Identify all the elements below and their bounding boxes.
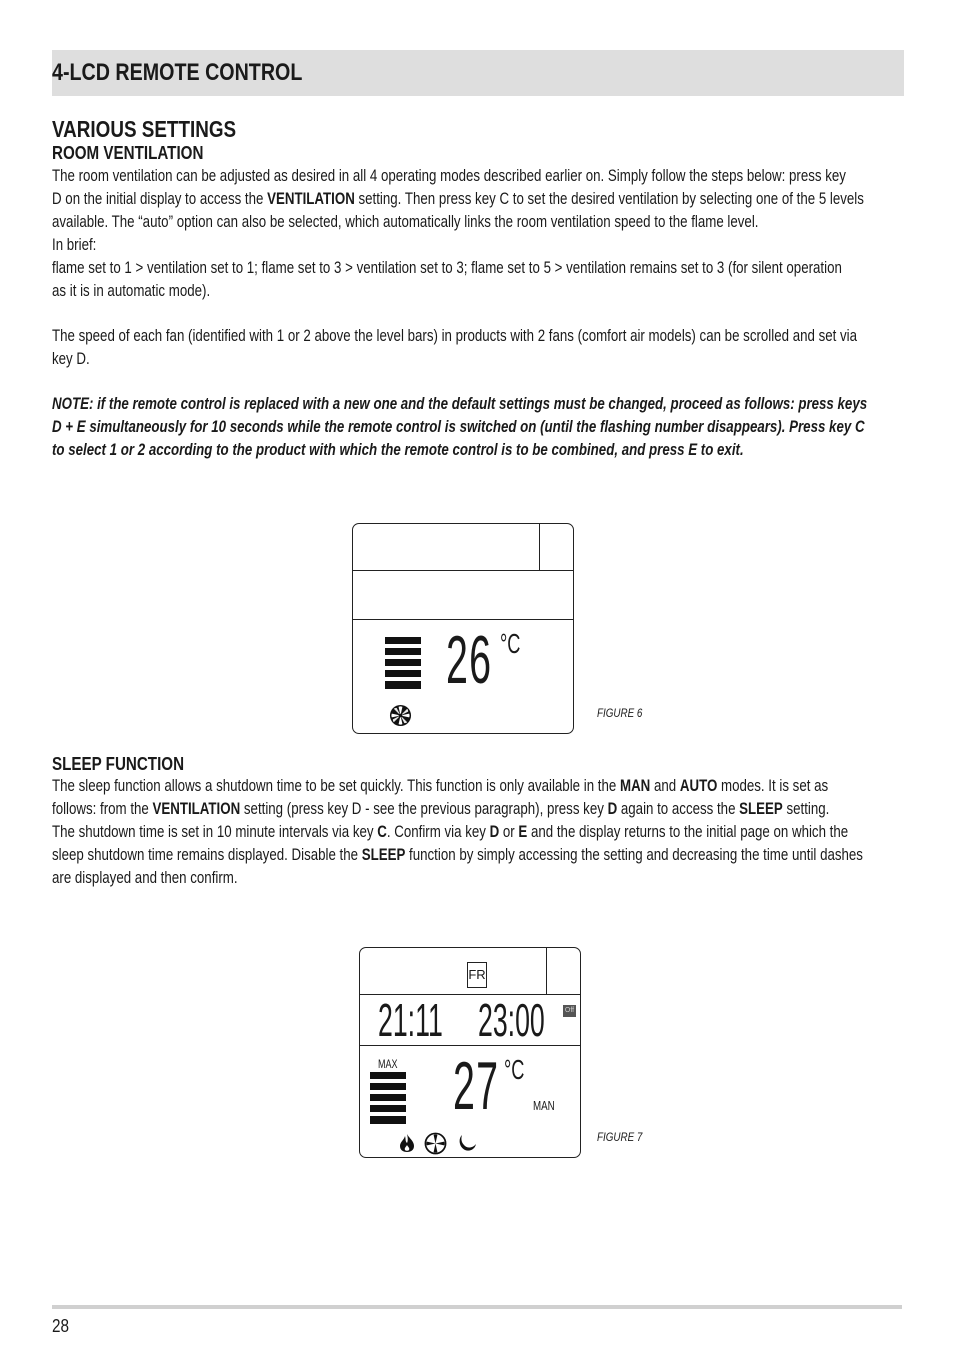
text-line: The speed of each fan (identified with 1 or 2 above the level bars) in products with 2 fans (comfort air models) can be scrolled and set via — [52, 327, 858, 345]
lcd-display-figure7 — [359, 947, 581, 1158]
level-bar — [370, 1072, 406, 1079]
text-line: flame set to 1 > ventilation set to 1; flame set to 3 > ventilation set to 3; flame set to 5 > ventilation remains set to 3 (for silent operation — [52, 259, 842, 277]
level-bar — [385, 670, 421, 677]
text-line: The shutdown time is set in 10 minute intervals via key C. Confirm via key D or E and the display returns to the initial page on which the — [52, 823, 849, 841]
level-bar — [385, 648, 421, 655]
lcd-divider — [539, 524, 540, 570]
lcd-divider — [353, 570, 573, 571]
lcd-display-figure6 — [352, 523, 574, 734]
temperature-unit: °C — [500, 628, 521, 659]
text-line: follows: from the VENTILATION setting (press key D - see the previous paragraph), press key D again to access the SLEEP setting. — [52, 800, 830, 818]
chapter-title: 4-LCD REMOTE CONTROL — [52, 59, 303, 86]
level-bar — [370, 1083, 406, 1090]
day-indicator: FR — [467, 962, 487, 988]
lcd-divider — [353, 619, 573, 620]
figure-caption: FIGURE 6 — [597, 706, 643, 720]
mode-label: MAN — [533, 1098, 555, 1113]
lcd-divider — [546, 948, 547, 994]
figure-caption: FIGURE 7 — [597, 1130, 643, 1144]
room-ventilation-text — [52, 165, 867, 462]
off-badge: Off — [563, 1005, 576, 1017]
fan-level-bars — [385, 637, 421, 691]
note-line: D + E simultaneously for 10 seconds while the remote control is switched on (until the flashing number disappears). Press key C — [52, 418, 865, 436]
page-number: 28 — [52, 1316, 70, 1336]
text-line: key D. — [52, 350, 90, 368]
text-line: D on the initial display to access the VENTILATION setting. Then press key C to set the desired ventilation by selecting one of the 5 levels — [52, 190, 864, 208]
note-line: NOTE: if the remote control is replaced with a new one and the default settings must be changed, proceed as follows: press keys — [52, 395, 868, 413]
temperature-value: 26 — [446, 622, 493, 698]
level-label: MAX — [378, 1057, 398, 1071]
level-bar — [370, 1094, 406, 1101]
level-bar — [370, 1116, 406, 1124]
moon-icon — [456, 1132, 478, 1154]
fan-level-bars — [370, 1072, 406, 1126]
text-line: The room ventilation can be adjusted as desired in all 4 operating modes described earlier on. Simply follow the steps below: press key — [52, 167, 846, 185]
text-line: In brief: — [52, 236, 97, 254]
section-title: VARIOUS SETTINGS — [52, 116, 237, 142]
temperature-value: 27 — [453, 1048, 500, 1124]
text-line: sleep shutdown time remains displayed. Disable the SLEEP function by simply accessing the setting and decreasing the time until dashes — [52, 846, 863, 864]
clock-time: 21:11 — [378, 994, 443, 1046]
level-bar — [385, 637, 421, 644]
footer-divider — [52, 1305, 902, 1309]
level-bar — [385, 681, 421, 689]
sleep-function-title: SLEEP FUNCTION — [52, 753, 185, 774]
sleep-function-text — [52, 775, 863, 890]
flame-icon — [397, 1133, 417, 1153]
level-bar — [370, 1105, 406, 1112]
fan-icon — [389, 704, 412, 727]
text-line: available. The “auto” option can also be selected, which automatically links the room ventilation speed to the flame level. — [52, 213, 759, 231]
fan-icon — [424, 1132, 447, 1155]
text-line: are displayed and then confirm. — [52, 869, 238, 887]
note-line: to select 1 or 2 according to the product with which the remote control is to be combined, and press E to exit. — [52, 441, 744, 459]
level-bar — [385, 659, 421, 666]
temperature-unit: °C — [504, 1054, 525, 1085]
text-line: as it is in automatic mode). — [52, 282, 211, 300]
text-line: The sleep function allows a shutdown time to be set quickly. This function is only available in the MAN and AUTO modes. It is set as — [52, 777, 829, 795]
room-ventilation-title: ROOM VENTILATION — [52, 142, 204, 163]
sleep-time: 23:00 — [478, 994, 545, 1046]
